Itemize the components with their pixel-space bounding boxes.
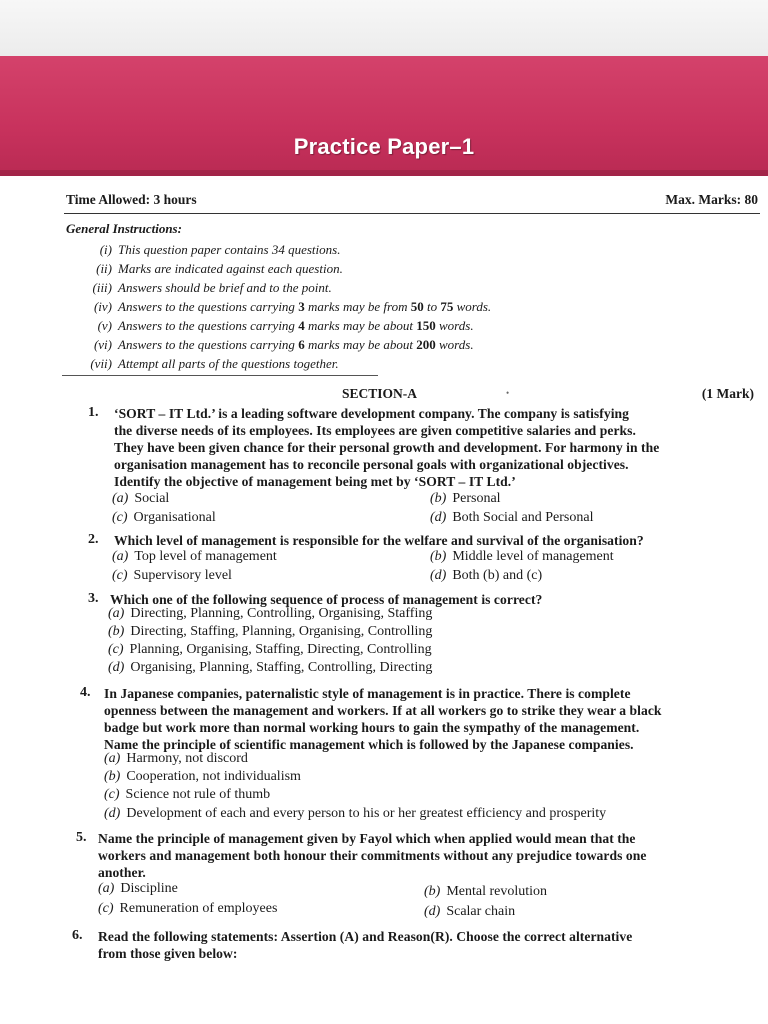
instruction-item bbox=[62, 242, 582, 260]
option-a[interactable]: (a) Harmony, not discord bbox=[104, 751, 248, 766]
question-number: 3. bbox=[88, 591, 99, 606]
option-c[interactable]: (c) Organisational bbox=[112, 510, 216, 525]
question-number: 1. bbox=[88, 405, 99, 420]
instructions-heading: General Instructions: bbox=[66, 221, 182, 236]
instruction-text: Marks are indicated against each question. bbox=[118, 261, 343, 276]
instruction-text: Answers should be brief and to the point. bbox=[118, 280, 332, 295]
instruction-number: (ii) bbox=[96, 261, 112, 276]
question-text bbox=[114, 405, 764, 490]
option-d[interactable]: (d) Scalar chain bbox=[424, 904, 516, 919]
option-a[interactable]: (a) Social bbox=[112, 491, 170, 506]
question-number: 5. bbox=[76, 830, 87, 845]
instruction-item bbox=[62, 318, 582, 336]
question-number: 6. bbox=[72, 928, 83, 943]
question-text bbox=[98, 928, 762, 962]
instruction-item bbox=[62, 280, 582, 298]
instruction-number: (vi) bbox=[93, 337, 112, 352]
question-line: Name the principle of scientific management which is followed by the Japanese companies. bbox=[104, 737, 634, 752]
question-number: 2. bbox=[88, 532, 99, 547]
option-b[interactable]: (b) Middle level of management bbox=[430, 549, 614, 564]
question-line: In Japanese companies, paternalistic style of management is in practice. There is complete bbox=[104, 686, 631, 701]
question-line: badge but work more than normal working hours to gain the sympathy of the management. bbox=[104, 720, 640, 735]
time-allowed: Time Allowed: 3 hours bbox=[66, 192, 197, 207]
question-line: Identify the objective of management being met by ‘SORT – IT Ltd.’ bbox=[114, 474, 516, 489]
question-line: workers and management both honour their commitments without any prejudice towards one bbox=[98, 848, 647, 863]
question-line: organisation management has to reconcile personal goals with organizational objectives. bbox=[114, 457, 629, 472]
option-d[interactable]: (d) Development of each and every person to his or her greatest efficiency and prosperity bbox=[104, 806, 607, 821]
instruction-item bbox=[62, 299, 582, 317]
instruction-number: (iv) bbox=[93, 299, 112, 314]
instruction-number: (iii) bbox=[92, 280, 112, 295]
option-d[interactable]: (d) Both (b) and (c) bbox=[430, 568, 543, 583]
option-a[interactable]: (a) Discipline bbox=[98, 881, 178, 896]
question-line: Read the following statements: Assertion (A) and Reason(R). Choose the correct alternative bbox=[98, 929, 633, 944]
instruction-number: (i) bbox=[99, 242, 112, 257]
option-c[interactable]: (c) Planning, Organising, Staffing, Directing, Controlling bbox=[108, 642, 432, 657]
question-text bbox=[104, 685, 764, 753]
option-a[interactable]: (a) Directing, Planning, Controlling, Organising, Staffing bbox=[108, 606, 433, 621]
instruction-text: Answers to the questions carrying 4 marks may be about 150 words. bbox=[118, 318, 474, 333]
question-line: Which one of the following sequence of process of management is correct? bbox=[110, 592, 543, 607]
header-rule bbox=[64, 213, 760, 214]
instruction-text: Attempt all parts of the questions together. bbox=[118, 356, 339, 371]
option-d[interactable]: (d) Both Social and Personal bbox=[430, 510, 594, 525]
option-a[interactable]: (a) Top level of management bbox=[112, 549, 277, 564]
page-title: Practice Paper–1 bbox=[293, 134, 475, 159]
print-mark: • bbox=[506, 388, 510, 398]
question-text bbox=[114, 532, 764, 549]
section-marks: (1 Mark) bbox=[701, 386, 754, 401]
question-line: ‘SORT – IT Ltd.’ is a leading software development company. The company is satisfying bbox=[114, 406, 629, 421]
option-b[interactable]: (b) Directing, Staffing, Planning, Organising, Controlling bbox=[108, 624, 433, 639]
question-text bbox=[98, 830, 762, 881]
question-line: from those given below: bbox=[98, 946, 238, 961]
section-title: SECTION-A bbox=[342, 386, 418, 401]
option-c[interactable]: (c) Science not rule of thumb bbox=[104, 787, 271, 802]
instruction-text: This question paper contains 34 questions. bbox=[118, 242, 341, 257]
instruction-text: Answers to the questions carrying 6 marks may be about 200 words. bbox=[118, 337, 474, 352]
instruction-text: Answers to the questions carrying 3 marks may be from 50 to 75 words. bbox=[118, 299, 492, 314]
banner-shade bbox=[0, 170, 768, 176]
instruction-item bbox=[62, 337, 582, 355]
question-line: the diverse needs of its employees. Its employees are given competitive salaries and perks. bbox=[114, 423, 636, 438]
question-line: They have been given chance for their personal growth and development. For harmony in the bbox=[114, 440, 660, 455]
question-number: 4. bbox=[80, 685, 91, 700]
instruction-item bbox=[62, 261, 582, 279]
option-c[interactable]: (c) Supervisory level bbox=[112, 568, 232, 583]
max-marks: Max. Marks: 80 bbox=[665, 192, 758, 207]
question-line: another. bbox=[98, 865, 146, 880]
question-line: openness between the management and workers. If at all workers go to strike they wear a black bbox=[104, 703, 662, 718]
question-line: Name the principle of management given by Fayol which when applied would mean that the bbox=[98, 831, 636, 846]
option-c[interactable]: (c) Remuneration of employees bbox=[98, 901, 278, 916]
page-top-margin bbox=[0, 0, 768, 56]
option-d[interactable]: (d) Organising, Planning, Staffing, Controlling, Directing bbox=[108, 660, 433, 675]
instruction-number: (vii) bbox=[90, 356, 112, 371]
option-b[interactable]: (b) Mental revolution bbox=[424, 884, 548, 899]
option-b[interactable]: (b) Personal bbox=[430, 491, 501, 506]
instructions-underline bbox=[62, 355, 378, 376]
option-b[interactable]: (b) Cooperation, not individualism bbox=[104, 769, 301, 784]
instruction-number: (v) bbox=[97, 318, 112, 333]
question-line: Which level of management is responsible for the welfare and survival of the organisation? bbox=[114, 533, 644, 548]
